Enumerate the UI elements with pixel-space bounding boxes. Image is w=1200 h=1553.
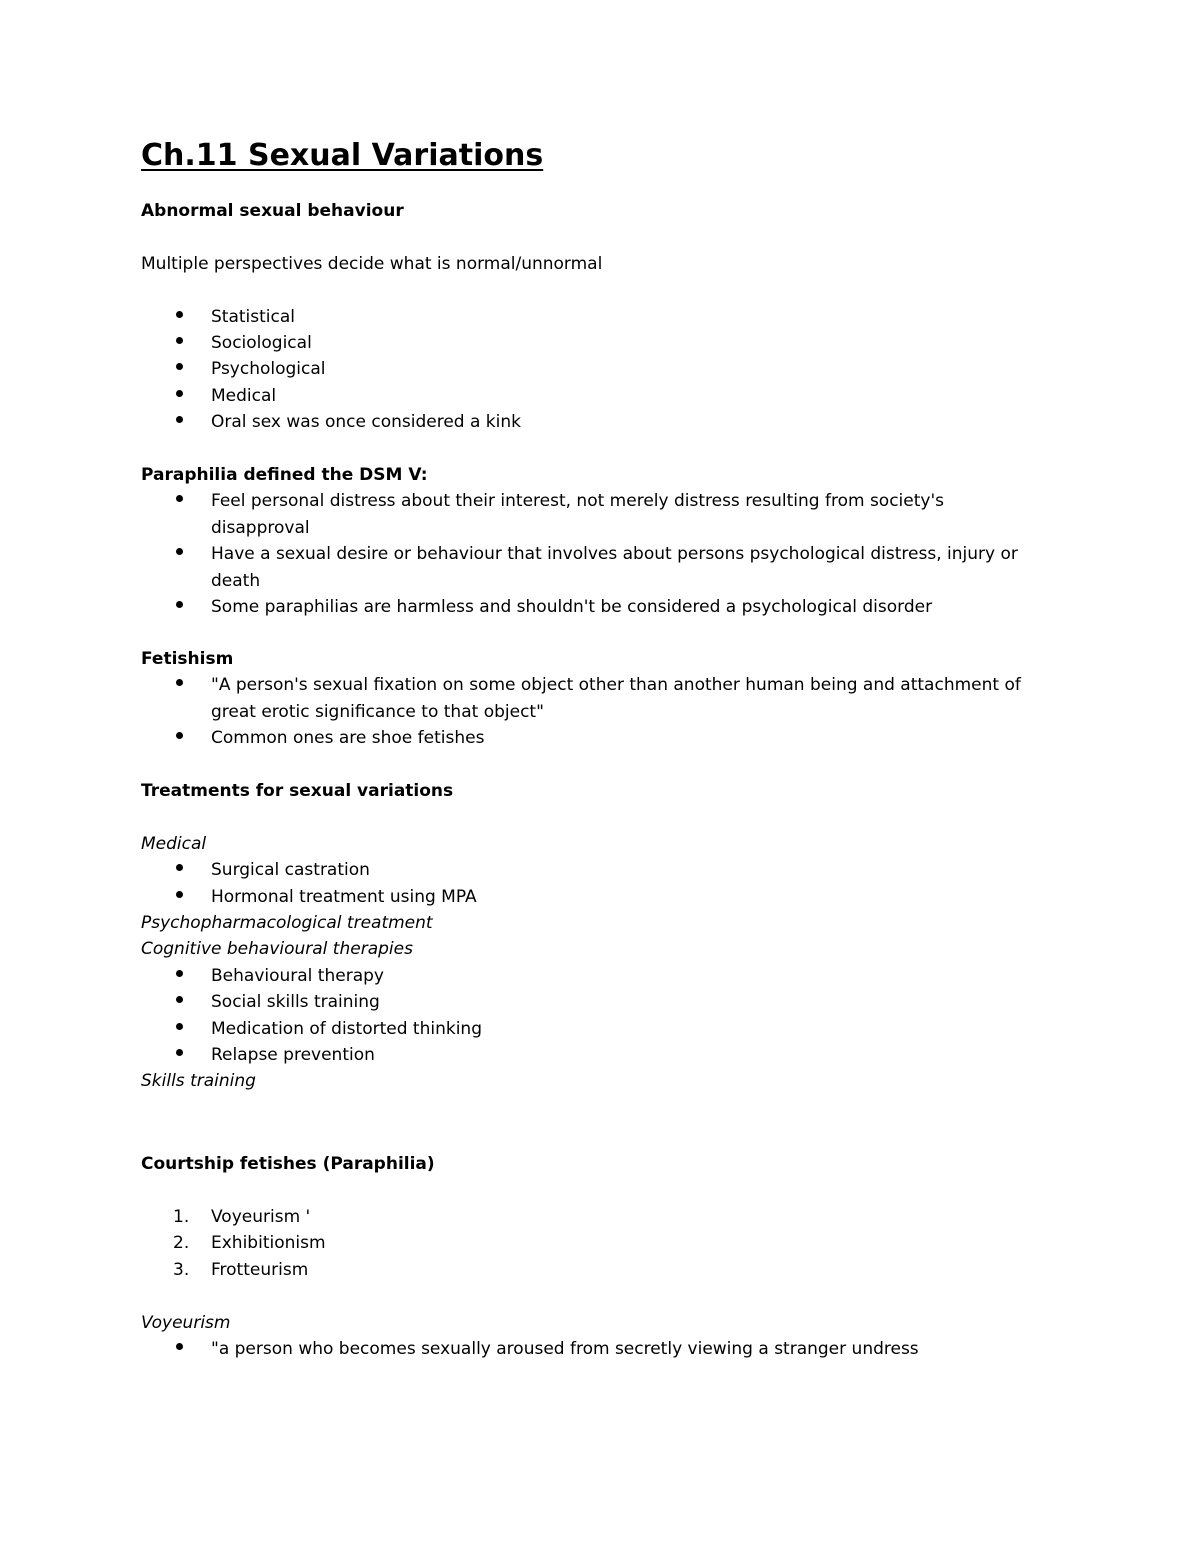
label-cbt: Cognitive behavioural therapies <box>141 939 413 960</box>
section-voyeurism <box>141 1310 1101 1363</box>
heading-abnormal: Abnormal sexual behaviour <box>141 201 404 221</box>
list-item: Psychological <box>141 356 1041 382</box>
list-item: Relapse prevention <box>141 1042 1041 1068</box>
label-medical: Medical <box>141 833 207 854</box>
list-item: Oral sex was once considered a kink <box>141 409 1041 435</box>
medical-list <box>141 857 1101 910</box>
heading-treatments: Treatments for sexual variations <box>141 781 454 801</box>
cbt-list <box>141 963 1101 1069</box>
list-number: 3. <box>173 1259 190 1280</box>
list-item: "a person who becomes sexually aroused from secretly viewing a stranger undress <box>141 1336 1041 1362</box>
section-paraphilia <box>141 462 1101 620</box>
label-skills: Skills training <box>141 1071 256 1092</box>
list-item: Some paraphilias are harmless and shouldn't be considered a psychological disorder <box>141 594 1041 620</box>
list-item: "A person's sexual fixation on some object other than another human being and attachment of great erotic significance to that object" <box>141 672 1041 725</box>
label-voyeurism: Voyeurism <box>141 1313 231 1333</box>
section-abnormal <box>141 198 1101 436</box>
list-item: Common ones are shoe fetishes <box>141 725 1041 751</box>
list-item <box>141 1204 1041 1230</box>
courtship-list <box>141 1204 1101 1283</box>
page-title: Ch.11 Sexual Variations <box>141 138 544 173</box>
list-item-text: Frotteurism <box>211 1259 309 1280</box>
list-item: Feel personal distress about their interest, not merely distress resulting from society's disapproval <box>141 488 1041 541</box>
list-number: 1. <box>173 1206 190 1227</box>
section-fetishism <box>141 646 1101 752</box>
section-courtship <box>141 1151 1101 1283</box>
list-item: Social skills training <box>141 989 1041 1015</box>
list-item-text: Exhibitionism <box>211 1233 326 1254</box>
list-number: 2. <box>173 1233 190 1254</box>
abnormal-list <box>141 304 1101 436</box>
list-item: Sociological <box>141 330 1041 356</box>
list-item: Hormonal treatment using MPA <box>141 884 1041 910</box>
fetishism-list <box>141 672 1101 751</box>
list-item: Statistical <box>141 304 1041 330</box>
heading-courtship: Courtship fetishes (Paraphilia) <box>141 1154 435 1174</box>
heading-fetishism: Fetishism <box>141 649 234 669</box>
list-item: Medical <box>141 383 1041 409</box>
list-item-text: Voyeurism ' <box>211 1206 311 1227</box>
label-psychopharm: Psychopharmacological treatment <box>141 913 433 934</box>
voyeurism-list <box>141 1336 1101 1362</box>
list-item <box>141 1230 1041 1256</box>
paraphilia-list <box>141 488 1101 620</box>
heading-paraphilia: Paraphilia defined the DSM V: <box>141 465 428 485</box>
list-item: Medication of distorted thinking <box>141 1016 1041 1042</box>
list-item: Behavioural therapy <box>141 963 1041 989</box>
abnormal-intro: Multiple perspectives decide what is normal/unnormal <box>141 253 603 274</box>
list-item <box>141 1257 1041 1283</box>
list-item: Surgical castration <box>141 857 1041 883</box>
list-item: Have a sexual desire or behaviour that involves about persons psychological distress, injury or death <box>141 541 1041 594</box>
section-treatments <box>141 778 1101 1095</box>
